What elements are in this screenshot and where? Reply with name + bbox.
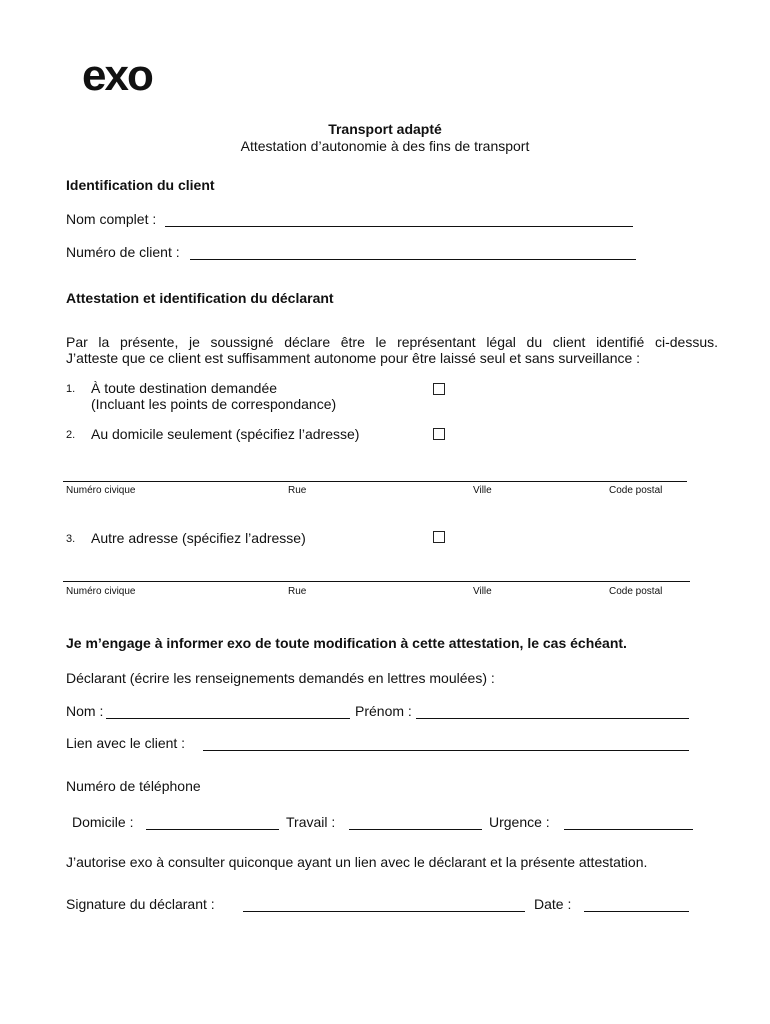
first-name-field[interactable] [416, 718, 689, 719]
option-3-number: 3. [66, 533, 76, 545]
emergency-phone-label: Urgence : [489, 814, 550, 830]
work-phone-label: Travail : [286, 814, 336, 830]
date-label: Date : [534, 896, 572, 912]
emergency-phone-field[interactable] [564, 829, 693, 830]
declarant-instruction: Déclarant (écrire les renseignements demandés en lettres moulées) : [66, 670, 495, 686]
authorization-statement: J’autorise exo à consulter quiconque ayant un lien avec le déclarant et la présente attestation. [66, 854, 648, 870]
address-2-civic-number-caption: Numéro civique [66, 586, 136, 597]
last-name-field[interactable] [106, 718, 350, 719]
full-name-field[interactable] [165, 226, 633, 227]
client-section-heading: Identification du client [66, 177, 215, 193]
address-2-postal-code-caption: Code postal [609, 586, 663, 597]
declaration-line-2: J’atteste que ce client est suffisamment autonome pour être laissé seul et sans surveillance : [66, 350, 641, 366]
address-1-postal-code-caption: Code postal [609, 485, 663, 496]
relationship-label: Lien avec le client : [66, 735, 186, 751]
signature-field[interactable] [243, 911, 525, 912]
signature-label: Signature du déclarant : [66, 896, 215, 912]
option-3-label: Autre adresse (spécifiez l’adresse) [91, 530, 306, 546]
address-2-street-caption: Rue [288, 586, 307, 597]
client-number-field[interactable] [190, 259, 636, 260]
option-2-label: Au domicile seulement (spécifiez l’adresse) [91, 426, 360, 442]
option-3-checkbox[interactable] [433, 531, 445, 543]
option-2-number: 2. [66, 429, 76, 441]
address-2-city-caption: Ville [473, 586, 492, 597]
declaration-line-1: Par la présente, je soussigné déclare être le représentant légal du client identifié ci-dessus. [66, 334, 718, 350]
declaration-paragraph [66, 334, 718, 366]
option-1-number: 1. [66, 383, 76, 395]
option-1-label: À toute destination demandée [91, 380, 278, 396]
declarant-section-heading: Attestation et identification du déclarant [66, 290, 334, 306]
home-phone-field[interactable] [146, 829, 279, 830]
form-subtitle: Attestation d’autonomie à des fins de transport [240, 138, 530, 154]
last-name-label: Nom : [66, 703, 104, 719]
svg-text:exo: exo [82, 54, 152, 96]
relationship-field[interactable] [203, 750, 689, 751]
commitment-statement: Je m’engage à informer exo de toute modification à cette attestation, le cas échéant. [66, 635, 627, 651]
first-name-label: Prénom : [355, 703, 412, 719]
option-2-checkbox[interactable] [433, 428, 445, 440]
address-1-street-caption: Rue [288, 485, 307, 496]
option-1-checkbox[interactable] [433, 383, 445, 395]
exo-logo [82, 54, 192, 96]
option-1-sublabel: (Incluant les points de correspondance) [91, 396, 337, 412]
phone-heading: Numéro de téléphone [66, 778, 201, 794]
other-address-field[interactable] [63, 581, 690, 582]
full-name-label: Nom complet : [66, 211, 157, 227]
address-1-city-caption: Ville [473, 485, 492, 496]
work-phone-field[interactable] [349, 829, 482, 830]
date-field[interactable] [584, 911, 689, 912]
client-number-label: Numéro de client : [66, 244, 180, 260]
address-1-civic-number-caption: Numéro civique [66, 485, 136, 496]
form-title: Transport adapté [328, 121, 442, 137]
home-phone-label: Domicile : [72, 814, 134, 830]
home-address-field[interactable] [63, 481, 687, 482]
